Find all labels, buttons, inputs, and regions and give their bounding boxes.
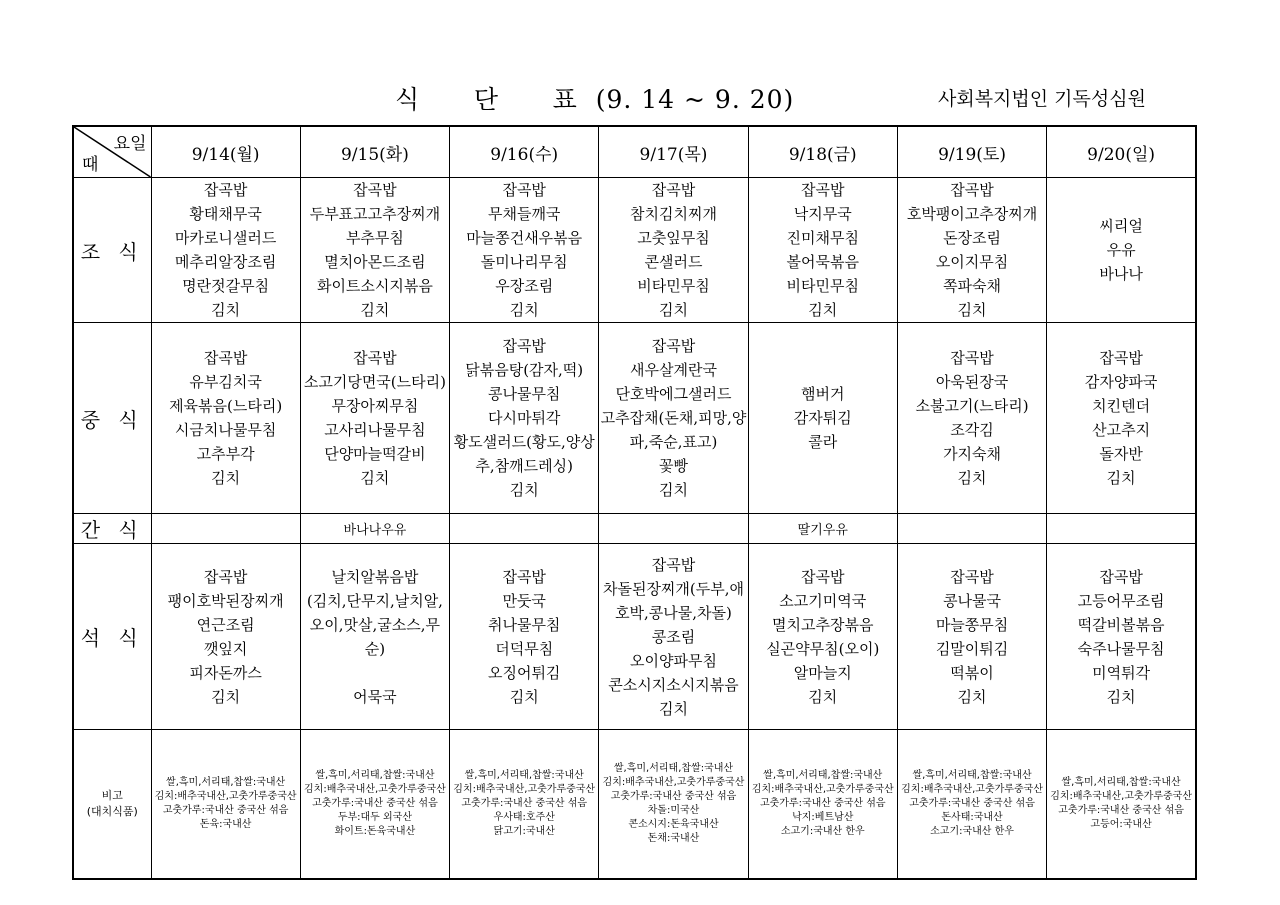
- menu-item: 명란젓갈무침: [182, 277, 270, 295]
- corner-cell: [73, 126, 151, 178]
- breakfast-row: [73, 178, 1196, 323]
- menu-cell: [300, 323, 449, 514]
- menu-item: 피자돈까스: [189, 663, 262, 682]
- menu-item: 잡곡밥: [203, 567, 248, 586]
- origin-note-line: 김치:배추국내산,고춧가루중국산: [304, 784, 446, 795]
- menu-item: 새우살계란국: [630, 361, 717, 379]
- origin-note-line: 돈채:국내산: [647, 833, 700, 844]
- day-header: 9/16(수): [450, 126, 599, 178]
- menu-item: 두부표고고추장찌개: [309, 205, 441, 223]
- origin-note-line: 차돌:미국산: [647, 805, 700, 816]
- menu-item: 김치: [211, 469, 241, 487]
- menu-item: 잡곡밥: [1099, 567, 1143, 586]
- menu-item: 마늘쫑무침: [935, 615, 1009, 634]
- day-header: 9/14(월): [151, 126, 300, 178]
- origin-note-line: 쌀,흑미,서리태,찹쌀:국내산: [613, 763, 734, 774]
- menu-cell: [151, 544, 300, 730]
- menu-cell: [748, 178, 897, 323]
- menu-item: 메추리알장조림: [174, 253, 277, 271]
- menu-item: 산고추지: [1092, 421, 1151, 439]
- day-header: 9/19(토): [897, 126, 1046, 178]
- menu-item: 고추잡채(돈채,피망,양파,죽순,표고): [600, 409, 747, 451]
- menu-item: 돈장조림: [943, 229, 1002, 247]
- snack-cell: [599, 514, 748, 544]
- origin-note-line: 두부:대두 외국산: [337, 812, 412, 823]
- origin-note-line: 고춧가루:국내산 중국산 섞음: [610, 791, 737, 802]
- menu-item: 아욱된장국: [935, 373, 1009, 391]
- origin-note-line: 콘소시지:돈육국내산: [628, 819, 719, 830]
- origin-note-line: 고춧가루:국내산 중국산 섞음: [312, 798, 438, 809]
- menu-item: 알마늘지: [793, 663, 852, 682]
- time-label: 때: [82, 155, 99, 175]
- menu-cell: [748, 323, 897, 514]
- origin-note-cell: [300, 730, 449, 880]
- origin-note-line: 김치:배추국내산,고춧가루중국산: [154, 791, 297, 802]
- menu-item: 참치김치찌개: [630, 205, 717, 223]
- menu-item: 멸치아몬드조림: [324, 253, 426, 271]
- menu-item: 김치: [211, 687, 241, 706]
- menu-item: 소불고기(느타리): [915, 397, 1029, 415]
- menu-item: 우장조림: [495, 277, 554, 295]
- menu-item: 만둣국: [502, 591, 546, 610]
- menu-item: 비타민무침: [786, 277, 859, 295]
- menu-item: 제육볶음(느타리): [169, 397, 283, 415]
- menu-table: [72, 125, 1197, 880]
- menu-item: 비타민무침: [637, 277, 710, 295]
- menu-item: 미역튀각: [1092, 663, 1151, 682]
- origin-note-line: 화이트:돈육국내산: [334, 826, 416, 837]
- menu-item: 어묵국: [353, 687, 397, 706]
- menu-item: 단호박에그샐러드: [615, 385, 732, 403]
- menu-cell: [450, 544, 599, 730]
- day-header: 9/15(화): [300, 126, 449, 178]
- menu-item: 유부김치국: [189, 373, 262, 391]
- menu-item: 쪽파숙채: [943, 277, 1002, 295]
- menu-item: 잡곡밥: [502, 337, 546, 355]
- menu-item: 호박팽이고추장찌개: [906, 205, 1038, 223]
- menu-item: 황태채무국: [189, 205, 262, 223]
- day-header: 9/18(금): [748, 126, 897, 178]
- menu-item: 김치: [1106, 687, 1136, 706]
- snack-cell: [897, 514, 1046, 544]
- origin-note-line: 소고기:국내산 한우: [780, 826, 865, 837]
- menu-item: 취나물무침: [487, 615, 561, 634]
- menu-item: 날치알볶음밥: [331, 567, 419, 586]
- menu-item: 마늘쫑건새우볶음: [466, 229, 583, 247]
- origin-note-line: 고춧가루:국내산 중국산 섞음: [1058, 805, 1184, 816]
- menu-item: 김치: [509, 301, 539, 319]
- origin-note-line: 고등어:국내산: [1090, 819, 1152, 830]
- menu-item: 단양마늘떡갈비: [324, 445, 426, 463]
- menu-item: 김치: [211, 301, 241, 319]
- menu-item: 김치: [808, 687, 838, 706]
- menu-item: 화이트소시지볶음: [316, 277, 433, 295]
- day-label: 요일: [113, 134, 147, 154]
- origin-note-line: 쌀,흑미,서리태,찹쌀:국내산: [166, 777, 286, 788]
- origin-note-cell: [748, 730, 897, 880]
- menu-item: (김치,단무지,날치알,오이,맛살,굴소스,무순): [306, 591, 443, 658]
- origin-note-cell: [151, 730, 300, 880]
- origin-note-line: 고춧가루:국내산 중국산 섞음: [461, 798, 588, 809]
- menu-cell: [599, 323, 748, 514]
- menu-item: 김치: [360, 301, 390, 319]
- menu-item: 감자양파국: [1084, 373, 1158, 391]
- menu-item: 바나나: [1099, 265, 1143, 283]
- menu-item: 잡곡밥: [353, 349, 397, 367]
- menu-item: 차돌된장찌개(두부,애호박,콩나물,차돌): [602, 579, 744, 622]
- menu-item: 볼어묵볶음: [786, 253, 859, 271]
- origin-note-line: 쌀,흑미,서리태,찹쌀:국내산: [763, 770, 883, 781]
- menu-item: 김치: [509, 481, 539, 499]
- header-row: [73, 126, 1196, 178]
- menu-cell: [599, 544, 748, 730]
- day-header: 9/17(목): [599, 126, 748, 178]
- origin-note-line: 우사태:호주산: [493, 812, 555, 823]
- dinner-row: [73, 544, 1196, 730]
- menu-item: 김치: [957, 301, 987, 319]
- menu-cell: [450, 178, 599, 323]
- snack-cell: [1047, 514, 1196, 544]
- menu-item: 김말이튀김: [935, 639, 1009, 658]
- menu-item: 잡곡밥: [950, 567, 994, 586]
- menu-item: 김치: [658, 481, 688, 499]
- origin-note-line: 김치:배추국내산,고춧가루중국산: [1050, 791, 1192, 802]
- meal-label-snack: 간 식: [73, 514, 151, 544]
- notes-label-line: (대치식품): [86, 805, 138, 818]
- menu-item: 잡곡밥: [502, 181, 546, 199]
- menu-item: 감자튀김: [793, 409, 852, 427]
- meal-label-lunch: 중 식: [73, 323, 151, 514]
- snack-cell: 바나나우유: [300, 514, 449, 544]
- menu-item: 김치: [957, 469, 987, 487]
- menu-item: 더덕무침: [495, 639, 554, 658]
- lunch-row: [73, 323, 1196, 514]
- menu-item: 오이지무침: [935, 253, 1009, 271]
- notes-label: [73, 730, 151, 880]
- menu-cell: [300, 178, 449, 323]
- menu-item: 돌미나리무침: [480, 253, 568, 271]
- day-header: 9/20(일): [1047, 126, 1196, 178]
- menu-cell: [151, 323, 300, 514]
- origin-note-line: 고춧가루:국내산 중국산 섞음: [162, 805, 289, 816]
- notes-label-line: 비고: [101, 789, 123, 802]
- menu-item: 마카로니샐러드: [174, 229, 277, 247]
- menu-cell: [897, 323, 1046, 514]
- menu-item: 실곤약무침(오이): [766, 639, 880, 658]
- origin-note-line: 김치:배추국내산,고춧가루중국산: [901, 784, 1043, 795]
- origin-note-cell: [599, 730, 748, 880]
- origin-note-line: 쌀,흑미,서리태,찹쌀:국내산: [464, 770, 584, 781]
- menu-cell: [450, 323, 599, 514]
- menu-item: 꽃빵: [658, 457, 688, 475]
- menu-item: 잡곡밥: [1099, 349, 1143, 367]
- menu-item: 김치: [957, 687, 987, 706]
- snack-cell: [151, 514, 300, 544]
- menu-item: 오징어튀김: [487, 663, 561, 682]
- menu-item: 연근조림: [196, 615, 255, 634]
- menu-item: 잡곡밥: [353, 181, 397, 199]
- menu-item: 햄버거: [801, 385, 845, 403]
- menu-cell: [1047, 544, 1196, 730]
- menu-item: 무채들깨국: [487, 205, 561, 223]
- notes-row: [73, 730, 1196, 880]
- menu-item: 잡곡밥: [651, 337, 696, 355]
- menu-item: 잡곡밥: [651, 181, 696, 199]
- menu-item: 고춧잎무침: [637, 229, 710, 247]
- menu-item: 진미채무침: [786, 229, 859, 247]
- menu-cell: [300, 544, 449, 730]
- menu-item: 황도샐러드(황도,양상추,참깨드레싱): [453, 433, 595, 475]
- snack-row: [73, 514, 1196, 544]
- origin-note-line: 고춧가루:국내산 중국산 섞음: [759, 798, 886, 809]
- menu-item: 부추무침: [345, 229, 404, 247]
- menu-item: 잡곡밥: [801, 181, 845, 199]
- origin-note-line: 돈육:국내산: [199, 819, 252, 830]
- menu-item: 멸치고추장볶음: [772, 615, 874, 634]
- menu-cell: [897, 544, 1046, 730]
- menu-item: 팽이호박된장찌개: [167, 591, 284, 610]
- menu-item: 콘샐러드: [644, 253, 703, 271]
- menu-cell: [1047, 178, 1196, 323]
- menu-item: 잡곡밥: [651, 555, 696, 574]
- menu-item: 김치: [1106, 469, 1136, 487]
- origin-note-line: 김치:배추국내산,고춧가루중국산: [602, 777, 745, 788]
- menu-item: 콩나물무침: [487, 385, 561, 403]
- menu-item: 깻잎지: [203, 639, 248, 658]
- menu-item: 고사리나물무침: [324, 421, 426, 439]
- origin-note-line: 닭고기:국내산: [493, 826, 555, 837]
- menu-item: 콩나물국: [943, 591, 1002, 610]
- origin-note-line: 낙지:베트남산: [792, 812, 854, 823]
- menu-item: 소고기당면국(느타리): [303, 373, 446, 391]
- menu-item: 김치: [808, 301, 838, 319]
- origin-note-cell: [1047, 730, 1196, 880]
- menu-item: 김치: [658, 699, 688, 718]
- origin-note-line: 쌀,흑미,서리태,찹쌀:국내산: [912, 770, 1032, 781]
- menu-item: 콜라: [808, 433, 838, 451]
- menu-cell: [897, 178, 1046, 323]
- menu-item: 무장아찌무침: [331, 397, 419, 415]
- organization-name: 사회복지법인 기독성심원: [938, 88, 1146, 110]
- meal-label-breakfast: 조 식: [73, 178, 151, 323]
- origin-note-line: 쌀,흑미,서리태,찹쌀:국내산: [1061, 777, 1181, 788]
- menu-item: 잡곡밥: [203, 181, 248, 199]
- menu-item: 김치: [658, 301, 688, 319]
- menu-item: 시금치나물무침: [174, 421, 277, 439]
- origin-note-line: 돈사태:국내산: [941, 812, 1003, 823]
- menu-item: 콩조림: [651, 627, 696, 646]
- menu-item: 떡갈비볼볶음: [1077, 615, 1165, 634]
- menu-item: 콘소시지소시지볶음: [608, 675, 739, 694]
- menu-item: 낙지무국: [793, 205, 852, 223]
- menu-cell: [599, 178, 748, 323]
- menu-cell: [1047, 323, 1196, 514]
- origin-note-cell: [897, 730, 1046, 880]
- origin-note-line: 쌀,흑미,서리태,찹쌀:국내산: [315, 770, 435, 781]
- menu-item: 잡곡밥: [801, 567, 845, 586]
- menu-item: 씨리얼: [1099, 217, 1143, 235]
- menu-item: 가지숙채: [943, 445, 1002, 463]
- menu-item: 돌자반: [1099, 445, 1143, 463]
- menu-item: 조각김: [950, 421, 994, 439]
- snack-cell: 딸기우유: [748, 514, 897, 544]
- menu-item: 우유: [1106, 241, 1136, 259]
- menu-item: 잡곡밥: [950, 181, 994, 199]
- snack-cell: [450, 514, 599, 544]
- origin-note-line: 고춧가루:국내산 중국산 섞음: [909, 798, 1035, 809]
- menu-item: 잡곡밥: [502, 567, 546, 586]
- menu-item: 닭볶음탕(감자,떡): [465, 361, 584, 379]
- origin-note-line: 소고기:국내산 한우: [930, 826, 1014, 837]
- origin-note-line: 김치:배추국내산,고춧가루중국산: [751, 784, 894, 795]
- menu-item: 떡볶이: [950, 663, 994, 682]
- origin-note-line: 김치:배추국내산,고춧가루중국산: [453, 784, 596, 795]
- menu-cell: [151, 178, 300, 323]
- menu-item: 소고기미역국: [779, 591, 867, 610]
- menu-cell: [748, 544, 897, 730]
- menu-item: 숙주나물무침: [1077, 639, 1165, 658]
- menu-item: 고추부각: [196, 445, 255, 463]
- menu-item: 치킨텐더: [1092, 397, 1151, 415]
- menu-item: 다시마튀각: [487, 409, 561, 427]
- menu-item: 김치: [509, 687, 539, 706]
- menu-item: [301, 661, 449, 685]
- menu-item: 김치: [360, 469, 390, 487]
- menu-item: 고등어무조림: [1077, 591, 1165, 610]
- menu-item: 잡곡밥: [203, 349, 248, 367]
- page-title: 식 단 표 (9. 14 ~ 9. 20): [395, 85, 795, 114]
- menu-item: 잡곡밥: [950, 349, 994, 367]
- menu-item: 오이양파무침: [630, 651, 717, 670]
- meal-label-dinner: 석 식: [73, 544, 151, 730]
- origin-note-cell: [450, 730, 599, 880]
